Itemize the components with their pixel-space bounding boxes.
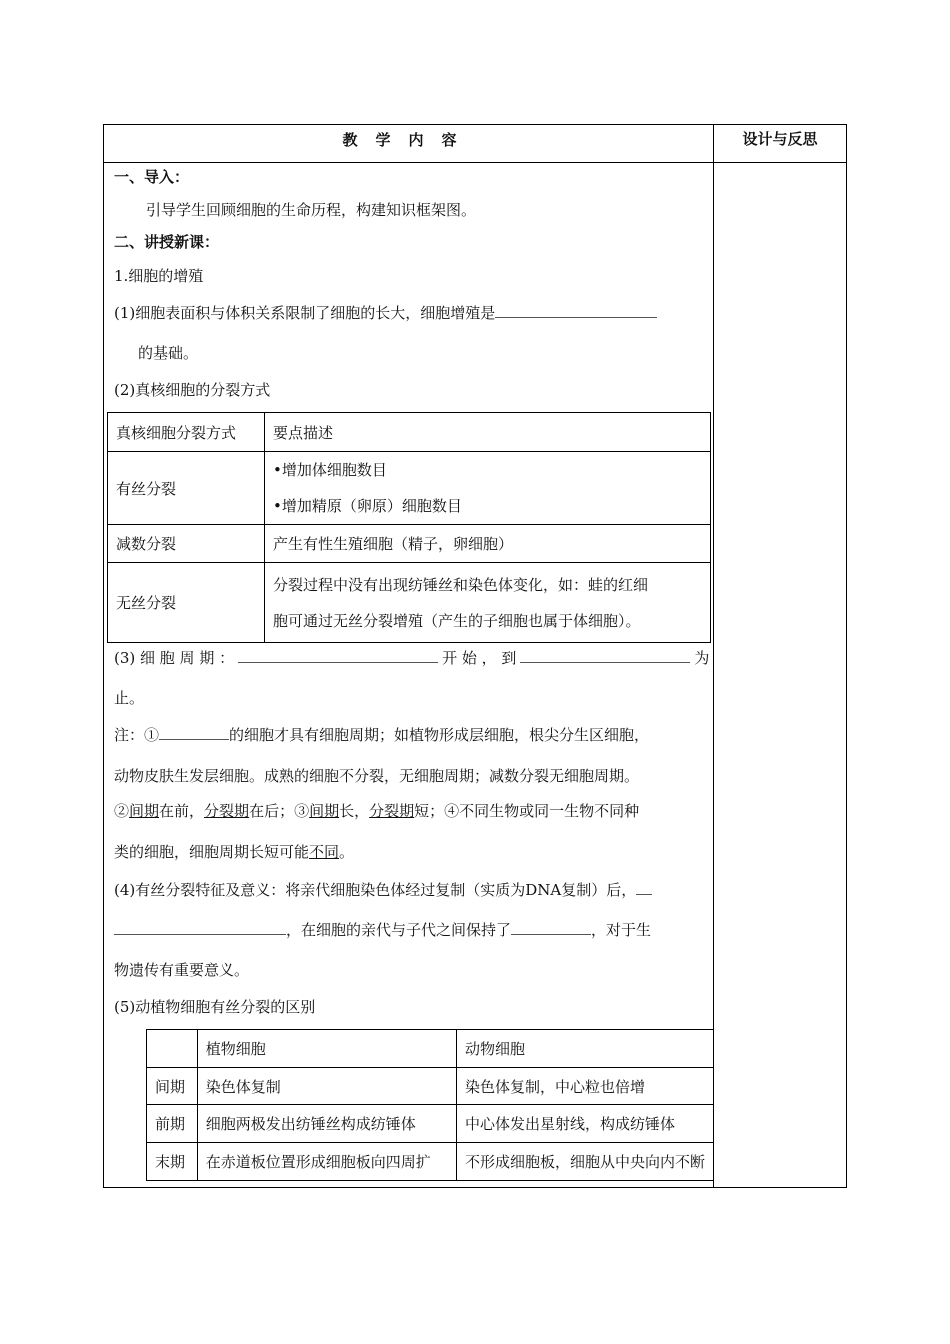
note-text: 在前， xyxy=(159,802,205,820)
p4-line1 xyxy=(114,880,652,900)
note-text: 注：① xyxy=(114,726,160,744)
p3-text: (3) 细 胞 周 期 ： xyxy=(114,649,235,667)
table2-cell: 在赤道板位置形成细胞板向四周扩 xyxy=(197,1143,456,1181)
blank-field xyxy=(159,725,229,740)
table2-header xyxy=(147,1030,198,1068)
table2-cell: 间期 xyxy=(147,1068,198,1105)
note-text: 在后；③ xyxy=(249,802,310,820)
table2-cell: 不形成细胞板，细胞从中央向内不断 xyxy=(456,1143,713,1181)
p4-text: ，对于生 xyxy=(591,921,652,939)
table1-row-desc: 产生有性生殖细胞（精子，卵细胞） xyxy=(265,525,711,563)
note-underlined: 间期 xyxy=(309,802,340,820)
desc-line: 分裂过程中没有出现纺锤丝和染色体变化，如：蛙的红细 xyxy=(273,575,649,594)
subsection-proliferation-title: 1.细胞的增殖 xyxy=(114,267,204,285)
p1-line1-text: (1)细胞表面积与体积关系限制了细胞的长大，细胞增殖是 xyxy=(114,304,496,322)
p4-text: ，在细胞的亲代与子代之间保持了 xyxy=(286,921,512,939)
p3-text: 开 始 ， 到 xyxy=(442,649,517,667)
desc-line: 胞可通过无丝分裂增殖（产生的子细胞也属于体细胞）。 xyxy=(273,611,641,630)
note-underlined: 分裂期 xyxy=(369,802,415,820)
table1-row-name: 无丝分裂 xyxy=(108,563,265,643)
p1-line1 xyxy=(114,303,657,323)
p3-text: 为 xyxy=(694,649,710,667)
table1-header-desc: 要点描述 xyxy=(265,413,711,452)
header-design-reflection: 设计与反思 xyxy=(742,130,818,148)
section-intro-title: 一、导入： xyxy=(114,168,190,186)
table1-row-name: 减数分裂 xyxy=(108,525,265,563)
p4-line2 xyxy=(114,920,651,940)
table1-header-method: 真核细胞分裂方式 xyxy=(108,413,265,452)
section-intro-text: 引导学生回顾细胞的生命历程，构建知识框架图。 xyxy=(146,201,477,219)
note-underlined: 间期 xyxy=(129,802,160,820)
table2-cell: 前期 xyxy=(147,1105,198,1143)
note-text: 。 xyxy=(339,843,355,861)
mitosis-comparison-table xyxy=(146,1029,714,1181)
note-line3 xyxy=(114,801,639,821)
blank-field xyxy=(520,648,690,663)
table2-cell: 中心体发出星射线，构成纺锤体 xyxy=(456,1105,713,1143)
note-text: 类的细胞，细胞周期长短可能 xyxy=(114,843,310,861)
table2-header: 植物细胞 xyxy=(197,1030,456,1068)
column-divider xyxy=(713,125,714,1187)
blank-field xyxy=(636,880,652,895)
desc-line: •增加精原（卵原）细胞数目 xyxy=(273,497,462,515)
blank-field xyxy=(511,920,591,935)
division-methods-table xyxy=(107,412,711,643)
note-line1 xyxy=(114,725,649,745)
blank-field xyxy=(238,648,438,663)
note-text: 短；④不同生物或同一生物不同种 xyxy=(414,802,640,820)
desc-line: •增加体细胞数目 xyxy=(273,461,387,479)
blank-field xyxy=(114,920,286,935)
table2-cell: 末期 xyxy=(147,1143,198,1181)
note-line2: 动物皮肤生发层细胞。成熟的细胞不分裂，无细胞周期；减数分裂无细胞周期。 xyxy=(114,767,640,785)
table1-row-desc xyxy=(265,452,711,525)
note-underlined: 分裂期 xyxy=(204,802,250,820)
p1-line2: 的基础。 xyxy=(138,344,199,362)
table1-row-name: 有丝分裂 xyxy=(108,452,265,525)
table1-row-desc xyxy=(265,563,711,643)
table2-cell: 染色体复制 xyxy=(197,1068,456,1105)
note-text: 的细胞才具有细胞周期；如植物形成层细胞，根尖分生区细胞， xyxy=(229,726,650,744)
note-underlined: 不同 xyxy=(309,843,340,861)
blank-field xyxy=(495,303,657,318)
table2-cell: 染色体复制，中心粒也倍增 xyxy=(456,1068,713,1105)
note-line4 xyxy=(114,842,354,862)
p3-line2: 止。 xyxy=(114,689,145,707)
p4-text: (4)有丝分裂特征及意义：将亲代细胞染色体经过复制（实质为DNA复制）后， xyxy=(114,881,637,899)
p2-title: (2)真核细胞的分裂方式 xyxy=(114,381,271,399)
p3-line1 xyxy=(114,648,709,668)
header-divider xyxy=(104,162,846,163)
note-text: 长， xyxy=(339,802,370,820)
p5-title: (5)动植物细胞有丝分裂的区别 xyxy=(114,998,316,1016)
p4-line3: 物遗传有重要意义。 xyxy=(114,961,250,979)
table2-header: 动物细胞 xyxy=(456,1030,713,1068)
table2-cell: 细胞两极发出纺锤丝构成纺锤体 xyxy=(197,1105,456,1143)
section-new-lesson-title: 二、讲授新课： xyxy=(114,233,220,251)
note-text: ② xyxy=(114,802,130,820)
header-teaching-content: 教学内容 xyxy=(342,131,475,149)
